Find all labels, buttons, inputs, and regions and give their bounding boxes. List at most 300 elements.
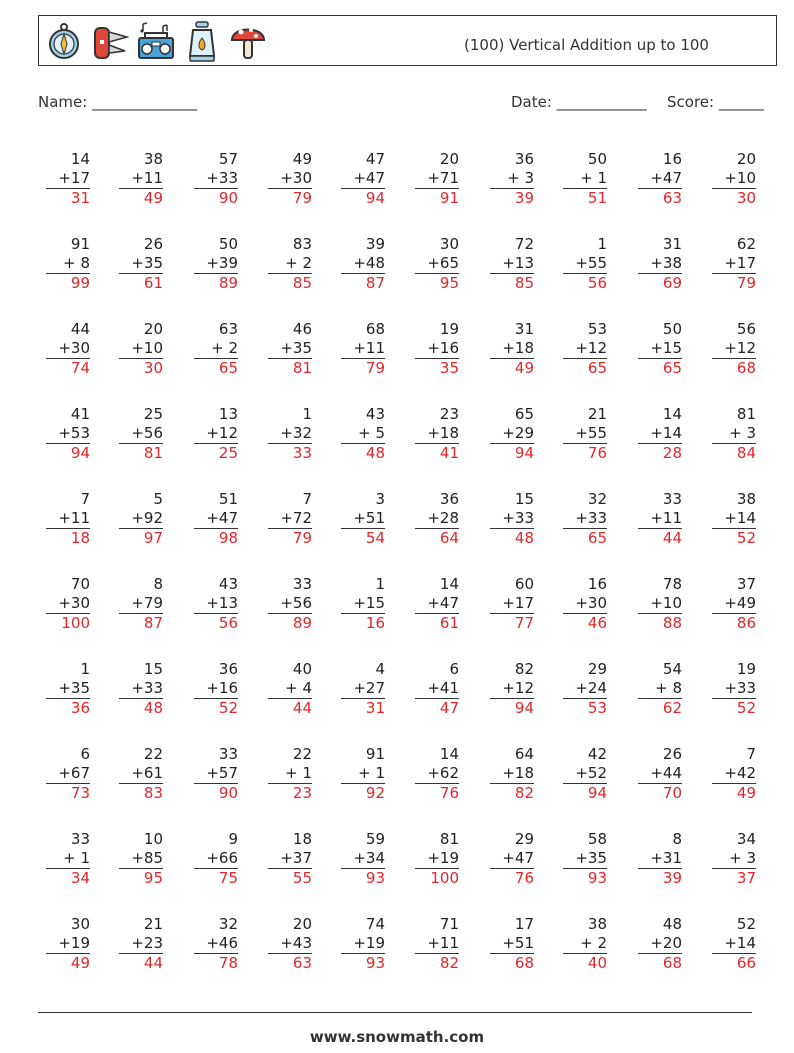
addition-problem: [490, 660, 534, 718]
addition-problem: [638, 745, 682, 803]
addition-problem: [46, 150, 90, 208]
addend-bottom: +17: [58, 169, 90, 187]
addend-top: 1: [597, 235, 607, 253]
addend-bottom: +30: [58, 339, 90, 357]
addend-top: 8: [153, 575, 163, 593]
answer: 79: [268, 188, 312, 208]
answer: 46: [563, 613, 607, 633]
addition-problem: [638, 235, 682, 293]
addend-top: 15: [514, 490, 534, 508]
addend-bottom: +16: [206, 679, 238, 697]
addend-bottom: +12: [724, 339, 756, 357]
addend-top: 50: [662, 320, 682, 338]
addend-bottom: + 5: [358, 424, 385, 442]
addition-problem: [46, 490, 90, 548]
addend-top: 31: [662, 235, 682, 253]
addend-bottom: +31: [650, 849, 682, 867]
addition-problem: [415, 745, 459, 803]
addition-problem: [46, 915, 90, 973]
answer: 35: [415, 358, 459, 378]
answer: 48: [119, 698, 163, 718]
addition-problem: [268, 150, 312, 208]
addition-problem: [712, 660, 756, 718]
addend-bottom: +47: [427, 594, 459, 612]
addition-problem: [194, 235, 238, 293]
answer: 91: [415, 188, 459, 208]
addend-top: 20: [736, 150, 756, 168]
addend-top: 31: [514, 320, 534, 338]
answer: 68: [490, 953, 534, 973]
addition-problem: [563, 830, 607, 888]
answer: 94: [490, 443, 534, 463]
answer: 76: [490, 868, 534, 888]
answer: 78: [194, 953, 238, 973]
addend-bottom: + 3: [507, 169, 534, 187]
answer: 65: [194, 358, 238, 378]
addend-bottom: +44: [650, 764, 682, 782]
addend-top: 82: [514, 660, 534, 678]
addend-bottom: +32: [280, 424, 312, 442]
addition-problem: [341, 235, 385, 293]
addend-top: 1: [302, 405, 312, 423]
addition-problem: [119, 405, 163, 463]
answer: 89: [194, 273, 238, 293]
addend-top: 19: [736, 660, 756, 678]
addend-top: 50: [218, 235, 238, 253]
addend-bottom: + 8: [63, 254, 90, 272]
answer: 65: [638, 358, 682, 378]
addend-top: 7: [80, 490, 90, 508]
answer: 100: [46, 613, 90, 633]
answer: 49: [119, 188, 163, 208]
addition-problem: [268, 575, 312, 633]
addition-problem: [119, 235, 163, 293]
addend-top: 29: [587, 660, 607, 678]
addend-bottom: +11: [427, 934, 459, 952]
addend-bottom: +14: [650, 424, 682, 442]
answer: 85: [268, 273, 312, 293]
answer: 99: [46, 273, 90, 293]
addend-bottom: +29: [502, 424, 534, 442]
answer: 74: [46, 358, 90, 378]
addend-bottom: + 2: [211, 339, 238, 357]
addend-top: 46: [292, 320, 312, 338]
addend-bottom: +67: [58, 764, 90, 782]
addend-top: 20: [143, 320, 163, 338]
addition-problem: [490, 745, 534, 803]
answer: 82: [490, 783, 534, 803]
addend-top: 16: [662, 150, 682, 168]
addend-bottom: +85: [131, 849, 163, 867]
addition-problem: [712, 745, 756, 803]
addend-top: 33: [292, 575, 312, 593]
addend-bottom: +51: [502, 934, 534, 952]
addend-top: 91: [70, 235, 90, 253]
addend-top: 20: [439, 150, 459, 168]
addition-problem: [563, 915, 607, 973]
addend-bottom: +46: [206, 934, 238, 952]
answer: 25: [194, 443, 238, 463]
answer: 61: [119, 273, 163, 293]
addition-problem: [490, 405, 534, 463]
answer: 65: [563, 358, 607, 378]
addition-problem: [341, 320, 385, 378]
answer: 49: [46, 953, 90, 973]
addend-top: 36: [218, 660, 238, 678]
addition-problem: [194, 745, 238, 803]
addition-problem: [341, 150, 385, 208]
addition-problem: [563, 490, 607, 548]
addend-top: 32: [218, 915, 238, 933]
addition-problem: [712, 320, 756, 378]
addition-problem: [712, 150, 756, 208]
answer: 28: [638, 443, 682, 463]
addend-bottom: +55: [575, 424, 607, 442]
answer: 56: [563, 273, 607, 293]
addition-problem: [490, 490, 534, 548]
addition-problem: [119, 830, 163, 888]
addend-top: 38: [587, 915, 607, 933]
addition-problem: [638, 915, 682, 973]
answer: 16: [341, 613, 385, 633]
addition-problem: [341, 575, 385, 633]
addend-top: 36: [439, 490, 459, 508]
addend-bottom: +38: [650, 254, 682, 272]
addition-problem: [46, 405, 90, 463]
addend-bottom: +11: [353, 339, 385, 357]
addend-bottom: + 2: [285, 254, 312, 272]
answer: 100: [415, 868, 459, 888]
addend-top: 13: [218, 405, 238, 423]
addend-bottom: +19: [427, 849, 459, 867]
addition-problem: [119, 745, 163, 803]
answer: 73: [46, 783, 90, 803]
answer: 92: [341, 783, 385, 803]
addition-problem: [415, 575, 459, 633]
footer-site: www.snowmath.com: [309, 1028, 485, 1046]
addend-top: 22: [292, 745, 312, 763]
addend-top: 74: [365, 915, 385, 933]
answer: 87: [119, 613, 163, 633]
answer: 94: [563, 783, 607, 803]
addend-top: 81: [736, 405, 756, 423]
addend-top: 7: [746, 745, 756, 763]
date-field[interactable]: Date: ____________: [511, 93, 647, 111]
answer: 30: [119, 358, 163, 378]
addition-problem: [712, 915, 756, 973]
addend-top: 57: [218, 150, 238, 168]
addend-top: 48: [662, 915, 682, 933]
addition-problem: [712, 575, 756, 633]
addition-problem: [490, 150, 534, 208]
answer: 85: [490, 273, 534, 293]
addend-top: 33: [218, 745, 238, 763]
addend-top: 41: [70, 405, 90, 423]
answer: 89: [268, 613, 312, 633]
addend-bottom: +12: [502, 679, 534, 697]
addition-problem: [268, 915, 312, 973]
addition-problem: [415, 490, 459, 548]
answer: 81: [119, 443, 163, 463]
addend-top: 56: [736, 320, 756, 338]
addend-bottom: +23: [131, 934, 163, 952]
addition-problem: [194, 490, 238, 548]
answer: 97: [119, 528, 163, 548]
addend-bottom: +51: [353, 509, 385, 527]
addend-top: 1: [375, 575, 385, 593]
addend-top: 43: [218, 575, 238, 593]
addend-bottom: +12: [575, 339, 607, 357]
addition-problem: [194, 405, 238, 463]
addition-problem: [563, 745, 607, 803]
addend-top: 20: [292, 915, 312, 933]
addend-bottom: +33: [502, 509, 534, 527]
addend-top: 19: [439, 320, 459, 338]
answer: 56: [194, 613, 238, 633]
addend-bottom: +30: [575, 594, 607, 612]
answer: 75: [194, 868, 238, 888]
addend-bottom: +79: [131, 594, 163, 612]
answer: 30: [712, 188, 756, 208]
addend-bottom: +42: [724, 764, 756, 782]
addition-problem: [194, 915, 238, 973]
addition-problem: [415, 150, 459, 208]
addition-problem: [268, 830, 312, 888]
addend-top: 52: [736, 915, 756, 933]
addition-problem: [46, 320, 90, 378]
addend-bottom: + 8: [655, 679, 682, 697]
answer: 39: [638, 868, 682, 888]
addend-top: 33: [70, 830, 90, 848]
answer: 93: [341, 868, 385, 888]
answer: 81: [268, 358, 312, 378]
addition-problem: [268, 320, 312, 378]
addend-bottom: +35: [58, 679, 90, 697]
addition-problem: [490, 830, 534, 888]
answer: 69: [638, 273, 682, 293]
addition-problem: [415, 660, 459, 718]
answer: 52: [712, 698, 756, 718]
addend-bottom: +14: [724, 934, 756, 952]
score-field[interactable]: Score: ______: [667, 93, 764, 111]
addition-problem: [341, 915, 385, 973]
addend-bottom: + 2: [580, 934, 607, 952]
addend-bottom: +13: [502, 254, 534, 272]
addend-top: 38: [143, 150, 163, 168]
addition-problem: [119, 490, 163, 548]
answer: 62: [638, 698, 682, 718]
answer: 88: [638, 613, 682, 633]
answer: 34: [46, 868, 90, 888]
answer: 83: [119, 783, 163, 803]
addend-bottom: + 1: [63, 849, 90, 867]
answer: 49: [490, 358, 534, 378]
addend-top: 21: [143, 915, 163, 933]
addition-problem: [638, 405, 682, 463]
answer: 44: [119, 953, 163, 973]
answer: 41: [415, 443, 459, 463]
addend-bottom: +72: [280, 509, 312, 527]
addition-problem: [119, 915, 163, 973]
addend-bottom: +10: [131, 339, 163, 357]
addend-top: 68: [365, 320, 385, 338]
addend-bottom: +19: [58, 934, 90, 952]
addition-problem: [268, 405, 312, 463]
addition-problem: [638, 575, 682, 633]
addition-problem: [46, 830, 90, 888]
addend-bottom: +19: [353, 934, 385, 952]
addition-problem: [194, 320, 238, 378]
addend-top: 23: [439, 405, 459, 423]
addend-top: 25: [143, 405, 163, 423]
addition-problem: [415, 320, 459, 378]
addition-problem: [490, 575, 534, 633]
addend-top: 37: [736, 575, 756, 593]
addend-bottom: +49: [724, 594, 756, 612]
addend-top: 58: [587, 830, 607, 848]
addend-top: 51: [218, 490, 238, 508]
addend-bottom: +56: [131, 424, 163, 442]
answer: 87: [341, 273, 385, 293]
addend-bottom: +47: [502, 849, 534, 867]
addend-bottom: +33: [575, 509, 607, 527]
addend-bottom: + 3: [729, 424, 756, 442]
addition-problem: [490, 320, 534, 378]
footer-divider: [38, 1012, 752, 1013]
addition-problem: [268, 490, 312, 548]
addend-bottom: +52: [575, 764, 607, 782]
addend-top: 40: [292, 660, 312, 678]
answer: 51: [563, 188, 607, 208]
addend-bottom: +41: [427, 679, 459, 697]
addend-top: 5: [153, 490, 163, 508]
addend-top: 9: [228, 830, 238, 848]
answer: 37: [712, 868, 756, 888]
addend-bottom: + 4: [285, 679, 312, 697]
answer: 68: [712, 358, 756, 378]
addend-top: 63: [218, 320, 238, 338]
answer: 95: [119, 868, 163, 888]
addition-problem: [46, 745, 90, 803]
addend-bottom: +33: [724, 679, 756, 697]
addend-bottom: +37: [280, 849, 312, 867]
addition-problem: [638, 660, 682, 718]
addition-problem: [490, 235, 534, 293]
answer: 76: [563, 443, 607, 463]
answer: 79: [341, 358, 385, 378]
addend-bottom: +35: [575, 849, 607, 867]
addend-bottom: +92: [131, 509, 163, 527]
answer: 98: [194, 528, 238, 548]
addend-bottom: +24: [575, 679, 607, 697]
addition-problem: [415, 915, 459, 973]
answer: 48: [490, 528, 534, 548]
addend-top: 36: [514, 150, 534, 168]
answer: 44: [638, 528, 682, 548]
addend-bottom: + 1: [358, 764, 385, 782]
answer: 53: [563, 698, 607, 718]
addend-top: 7: [302, 490, 312, 508]
answer: 93: [563, 868, 607, 888]
addend-bottom: +30: [58, 594, 90, 612]
answer: 31: [46, 188, 90, 208]
addend-top: 6: [80, 745, 90, 763]
addition-problem: [119, 320, 163, 378]
addend-bottom: +66: [206, 849, 238, 867]
addend-top: 91: [365, 745, 385, 763]
addition-problem: [563, 320, 607, 378]
answer: 48: [341, 443, 385, 463]
answer: 93: [341, 953, 385, 973]
answer: 94: [490, 698, 534, 718]
addend-bottom: +47: [353, 169, 385, 187]
addend-top: 39: [365, 235, 385, 253]
addend-top: 33: [662, 490, 682, 508]
addend-bottom: +56: [280, 594, 312, 612]
worksheet-title: (100) Vertical Addition up to 100: [464, 36, 709, 54]
addend-bottom: +35: [131, 254, 163, 272]
addend-bottom: +14: [724, 509, 756, 527]
addition-problem: [119, 150, 163, 208]
addend-top: 43: [365, 405, 385, 423]
addend-top: 64: [514, 745, 534, 763]
addend-bottom: +18: [502, 764, 534, 782]
answer: 94: [46, 443, 90, 463]
addend-top: 72: [514, 235, 534, 253]
answer: 55: [268, 868, 312, 888]
addend-top: 26: [143, 235, 163, 253]
answer: 77: [490, 613, 534, 633]
addend-bottom: +11: [650, 509, 682, 527]
answer: 23: [268, 783, 312, 803]
addition-problem: [712, 235, 756, 293]
addend-top: 18: [292, 830, 312, 848]
addition-problem: [46, 235, 90, 293]
addend-bottom: +65: [427, 254, 459, 272]
addend-top: 32: [587, 490, 607, 508]
answer: 33: [268, 443, 312, 463]
addend-bottom: +10: [724, 169, 756, 187]
answer: 66: [712, 953, 756, 973]
name-field[interactable]: Name: ______________: [38, 93, 198, 111]
answer: 63: [638, 188, 682, 208]
addend-top: 14: [439, 575, 459, 593]
addend-bottom: +13: [206, 594, 238, 612]
addend-top: 14: [439, 745, 459, 763]
addend-bottom: +33: [131, 679, 163, 697]
answer: 52: [194, 698, 238, 718]
addend-top: 53: [587, 320, 607, 338]
addend-top: 26: [662, 745, 682, 763]
addend-top: 17: [514, 915, 534, 933]
answer: 79: [268, 528, 312, 548]
addend-bottom: +11: [58, 509, 90, 527]
addition-problem: [194, 660, 238, 718]
addend-top: 62: [736, 235, 756, 253]
addend-bottom: +27: [353, 679, 385, 697]
addition-problem: [194, 830, 238, 888]
addition-problem: [490, 915, 534, 973]
addend-bottom: +15: [650, 339, 682, 357]
answer: 84: [712, 443, 756, 463]
addend-bottom: +28: [427, 509, 459, 527]
addend-top: 59: [365, 830, 385, 848]
addition-problem: [194, 575, 238, 633]
answer: 86: [712, 613, 756, 633]
answer: 63: [268, 953, 312, 973]
addend-top: 14: [70, 150, 90, 168]
answer: 76: [415, 783, 459, 803]
